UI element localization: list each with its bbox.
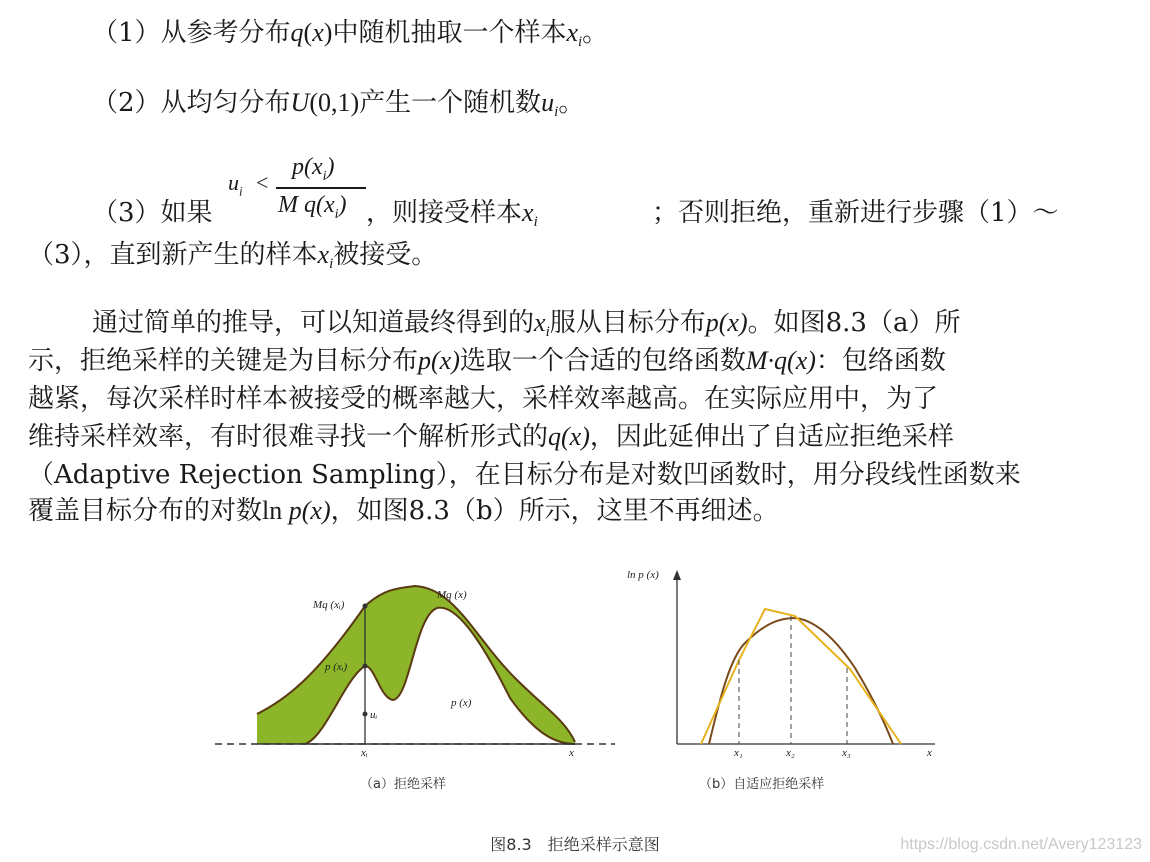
ui-point <box>363 712 368 717</box>
step-2-rv-sub: i <box>554 104 559 120</box>
cond-lhs-sub: i <box>239 183 243 199</box>
step-2-dist: U <box>290 88 310 117</box>
label-x-b: x <box>927 747 932 759</box>
piecewise-envelope <box>701 609 901 744</box>
y-axis-arrow <box>673 570 681 580</box>
panel-a <box>215 586 615 792</box>
step-3-rest-text: ；否则拒绝，重新进行步骤（1）～ <box>652 198 1059 228</box>
watermark: https://blog.csdn.net/Avery123123 <box>900 836 1142 853</box>
para-line-1: 通过简单的推导，可以知道最终得到的$x_i$服从目标分布p(x)。如图8.3（a）所 <box>92 308 961 340</box>
para-line-6: 覆盖目标分布的对数ln p(x)，如图8.3（b）所示，这里不再细述。 <box>28 496 779 526</box>
step-1-paren-close: ) <box>323 18 333 47</box>
step-3-line2-sample-sub: i <box>329 256 334 272</box>
step-1-var: x <box>312 18 324 47</box>
step-3-comma: ， <box>366 198 393 228</box>
label-ui: uᵢ <box>370 709 378 721</box>
para-line-5: （Adaptive Rejection Sampling），在目标分布是对数凹函数时，用分段线性函数来 <box>28 460 1021 490</box>
para-line-2: 示，拒绝采样的关键是为目标分布p(x)选取一个合适的包络函数M·q(x)：包络函数 <box>28 346 946 376</box>
label-ln-px: ln p (x) <box>627 569 659 581</box>
cond-lhs: $u_i$ <box>228 170 243 199</box>
figure-svg <box>215 548 955 808</box>
caption-a: （a）拒绝采样 <box>360 777 446 792</box>
caption-b: （b）自适应拒绝采样 <box>699 777 825 792</box>
mq-xi-point <box>363 604 368 609</box>
frac-denominator: M $q(x_i)$ <box>278 192 347 222</box>
label-xi: xᵢ <box>361 747 368 759</box>
step-3-accept <box>366 196 538 239</box>
step-2-args: (0,1) <box>309 88 360 117</box>
step-3-line2-prefix: （3），直到新产生的样本 <box>28 240 318 270</box>
step-3-sample: x <box>522 198 534 227</box>
step-1-sample: x <box>566 18 578 47</box>
step-3-line2 <box>28 238 437 281</box>
step-2-middle: 产生一个随机数 <box>359 88 542 118</box>
step-1-prefix: （1）从参考分布 <box>92 18 291 48</box>
figure-caption: 图8.3 拒绝采样示意图 <box>490 835 660 854</box>
step-3-middle: 则接受样本 <box>392 198 523 228</box>
label-mq-xi: Mq (xᵢ) <box>313 599 345 611</box>
frac-numerator: $p(x_i)$ <box>292 154 335 184</box>
label-p-x: p (x) <box>451 697 472 709</box>
label-p-xi: p (xᵢ) <box>325 661 348 673</box>
step-2-suffix: 。 <box>558 88 585 118</box>
p-xi-point <box>363 664 368 669</box>
label-x-a: x <box>569 747 574 759</box>
label-x1: x₁ <box>734 747 743 759</box>
step-1 <box>92 16 608 59</box>
para-line-4: 维持采样效率，有时很难寻找一个解析形式的q(x)，因此延伸出了自适应拒绝采样 <box>28 422 954 452</box>
step-1-dist: q <box>290 18 304 47</box>
step-3-rest <box>652 196 1059 230</box>
para-line-3: 越紧，每次采样时样本被接受的概率越大，采样效率越高。在实际应用中，为了 <box>28 384 939 414</box>
step-3-line2-sample: x <box>317 240 330 269</box>
step-2-rv: u <box>541 88 555 117</box>
frac-bar <box>276 187 366 189</box>
panel-b <box>627 569 935 792</box>
label-mq-x: Mq (x) <box>437 589 467 601</box>
step-2-prefix: （2）从均匀分布 <box>92 88 291 118</box>
figure-8-3 <box>215 548 955 808</box>
step-3-line2-suffix: 被接受。 <box>333 240 438 270</box>
label-x2: x₂ <box>786 747 795 759</box>
step-2 <box>92 86 584 129</box>
step-3-prefix: （3）如果 <box>92 198 213 228</box>
step-1-middle: 中随机抽取一个样本 <box>332 18 567 48</box>
label-x3: x₃ <box>842 747 851 759</box>
step-1-sample-sub: i <box>578 34 583 50</box>
log-density-curve <box>709 618 893 744</box>
cond-op: < <box>256 170 269 195</box>
step-1-suffix: 。 <box>582 18 609 48</box>
step-3-prefix-line <box>92 196 213 230</box>
step-1-paren-open: ( <box>303 18 313 47</box>
step-3-sample-sub: i <box>533 214 538 230</box>
